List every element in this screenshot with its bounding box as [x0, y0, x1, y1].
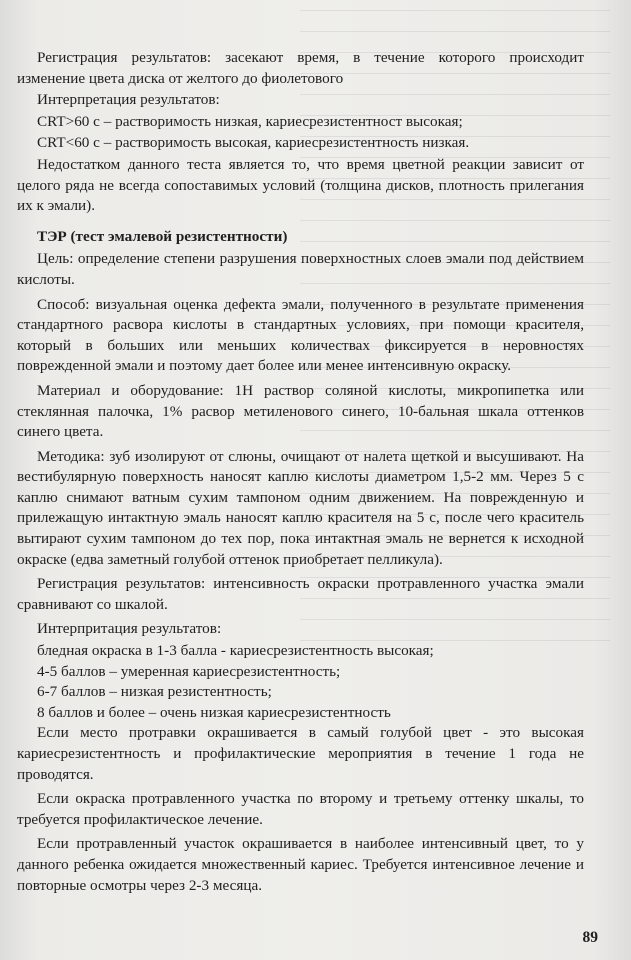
- prophylactic-treatment-paragraph: Если окраска протравленного участка по второму и третьему оттенку шкалы, то требуется профилактическое лечение.: [17, 790, 584, 828]
- interpretation-heading: Интерпритация результатов:: [37, 620, 222, 638]
- method-paragraph: Способ: визуальная оценка дефекта эмали, полученного в результате применения стандартного расвора кислоты в стандартных условиях, при помощи красителя, который в больших или меньших количествах фиксируется в неровностях поврежденной эмали и поэтому дает более или менее интенсивную окраску.: [17, 295, 584, 375]
- materials-paragraph: Материал и оборудование: 1Н раствор соляной кислоты, микропипетка или стеклянная палочка, 1% расвор метиленового синего, 10-бальная шкала оттенков синего цвета.: [17, 381, 584, 441]
- interpretation-item: бледная окраска в 1-3 балла - кариесрезистентность высокая;: [37, 642, 434, 660]
- results-registration-paragraph: Регистрация результатов: засекают время, в течение которого происходит изменение цвета диска от желтого до фиолетового: [17, 49, 584, 87]
- crt-low-line: CRT<60 с – растворимость высокая, кариесрезистентность низкая.: [37, 134, 470, 152]
- goal-paragraph: Цель: определение степени разрушения поверхностных слоев эмали под действием кислоты.: [17, 250, 584, 288]
- high-resistance-paragraph: Если место протравки окрашивается в самый голубой цвет - это высокая кариесрезистентность и профилактические мероприятия в течение 1 года не проводятся.: [17, 724, 584, 783]
- interpretation-item: 8 баллов и более – очень низкая кариесрезистентность: [37, 703, 391, 721]
- section-heading: ТЭР (тест эмалевой резистентности): [37, 227, 288, 245]
- interpretation-item: 4-5 баллов – умеренная кариесрезистентность;: [37, 662, 341, 680]
- page-number: 89: [582, 929, 598, 946]
- page-body: [17, 48, 584, 900]
- interpretation-item: 6-7 баллов – низкая резистентность;: [37, 683, 272, 701]
- procedure-paragraph: Методика: зуб изолируют от слюны, очищают от налета щеткой и высушивают. На вестибулярную поверхность наносят каплю кислоты диаметром 1,5-2 мм. Через 5 с каплю снимают ватным сухим тампоном одним движением. На поврежденную и прилежащую интактную эмаль наносят каплю красителя на 5 с, после чего краситель вытирают сухим тампоном до тех пор, пока интактная эмаль не вернется к исходной окраске (едва заметный голубой оттенок приобретает пелликула).: [17, 447, 584, 568]
- intensive-treatment-paragraph: Если протравленный участок окрашивается в наиболее интенсивный цвет, то у данного ребенка ожидается множественный кариес. Требуется интенсивное лечение и повторные осмотры через 2-3 месяца.: [17, 835, 584, 894]
- drawback-paragraph: Недостатком данного теста является то, что время цветной реакции зависит от целого ряда не всегда сопоставимых условий (толщина дисков, плотность прилегания их к эмали).: [17, 155, 584, 215]
- registration-paragraph: Регистрация результатов: интенсивность окраски протравленного участка эмали сравнивают со шкалой.: [17, 575, 584, 613]
- interpretation-label: Интерпретация результатов:: [37, 91, 220, 109]
- crt-high-line: CRT>60 с – растворимость низкая, кариесрезистентност высокая;: [37, 112, 463, 130]
